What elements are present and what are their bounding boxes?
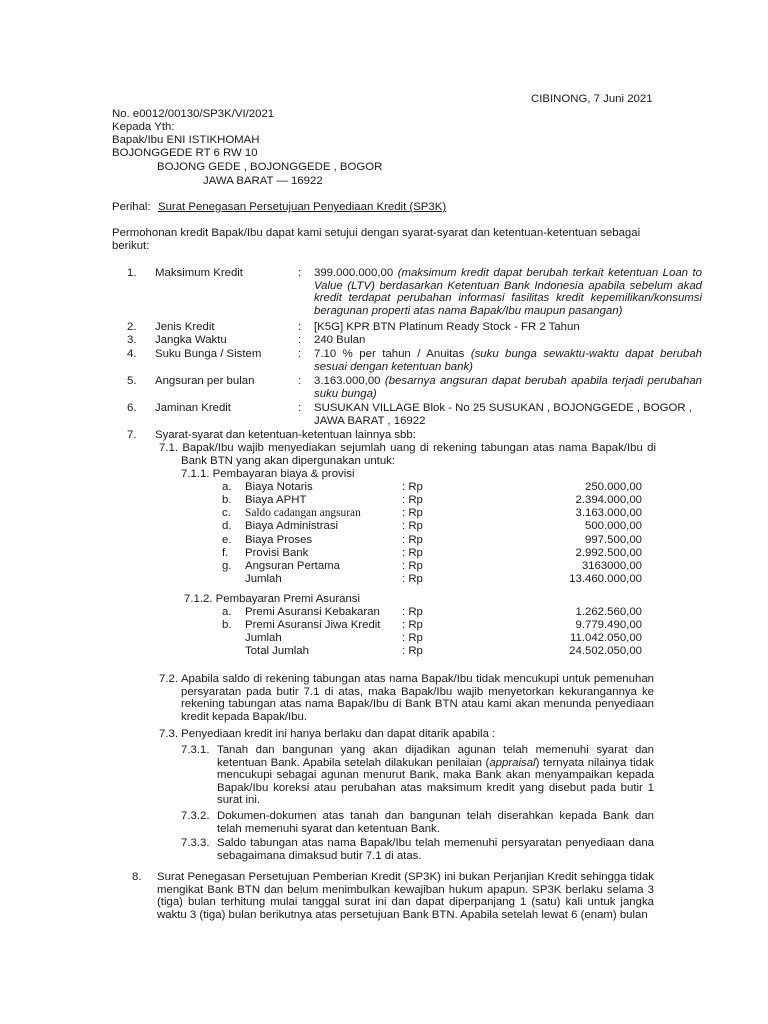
term-label: Jangka Waktu (155, 334, 227, 346)
subject-label: Perihal: (112, 201, 151, 213)
subsection-7-1-1-title: 7.1.1. Pembayaran biaya & provisi (181, 468, 355, 480)
paragraph-7-3: 7.3. Penyediaan kredit ini hanya berlaku dan dapat ditarik apabila : (159, 728, 496, 740)
term-value (314, 267, 702, 317)
term-number: 4. (127, 348, 137, 360)
subject-text: Surat Penegasan Persetujuan Penyediaan Kredit (SP3K) (158, 201, 447, 213)
term-value-note: (besarnya angsuran dapat berubah apabila terjadi perubahan suku bunga) (314, 375, 702, 400)
item-7-3-3-number: 7.3.3. (181, 837, 210, 849)
term-colon: : (298, 402, 302, 414)
term-value-main: 399.000.000,00 (314, 267, 394, 279)
addressee-label: Kepada Yth: (112, 121, 175, 133)
term-colon: : (298, 267, 302, 279)
term-number: 3. (127, 334, 137, 346)
address-line-2: BOJONG GEDE , BOJONGGEDE , BOGOR (157, 161, 383, 173)
term-colon: : (298, 321, 302, 333)
letter-number: No. e0012/00130/SP3K/VI/2021 (112, 108, 275, 120)
term-label: Maksimum Kredit (155, 267, 243, 279)
item-7-3-2-number: 7.3.2. (181, 810, 210, 822)
item-7-3-2-text: Dokumen-dokumen atas tanah dan bangunan telah diserahkan kepada Bank dan telah memenuhi syarat dan ketentuan Bank. (217, 810, 654, 835)
section-8-number: 8. (132, 871, 142, 883)
place-date: CIBINONG, 7 Juni 2021 (531, 93, 653, 105)
address-line-1: BOJONGGEDE RT 6 RW 10 (112, 147, 258, 159)
section-8-text: Surat Penegasan Persetujuan Pemberian Kredit (SP3K) ini bukan Perjanjian Kredit sehingga tidak mengikat Bank BTN dan belum menimbulkan kewajiban hukum apapun. SP3K berlaku selama 3 (tiga) bulan terhitung mulai tanggal surat ini dan dapat diperpanjang 1 (satu) kali untuk jangka waktu 3 (tiga) bulan berikutnya atas persetujuan Bank BTN. Apabila setelah lewat 6 (enam) bulan (157, 871, 654, 921)
paragraph-7-2: 7.2. Apabila saldo di rekening tabungan atas nama Bapak/Ibu tidak mencukupi untuk pemenuhan persyaratan pada butir 7.1 di atas, maka Bapak/Ibu wajib menyetorkan kekurangannya ke rekening tabungan atas nama Bapak/Ibu di Bank BTN atau kami akan menunda penyediaan kredit kepada Bapak/Ibu. (159, 673, 654, 723)
item-7-3-1-text: Tanah dan bangunan yang akan dijadikan agunan telah memenuhi syarat dan ketentuan Bank. Apabila setelah dilakukan penilaian (appraisal) ternyata nilainya tidak mencukupi sebagai agunan menurut Bank, maka Bank akan menyampaikan kepada Bapak/Ibu koreksi atau perubahan atas maksimum kredit yang disebut pada butir 1 surat ini. (217, 744, 654, 807)
term-colon: : (298, 334, 302, 346)
section-7-number: 7. (127, 429, 137, 441)
term-value-main: 7.10 % per tahun / Anuitas (314, 348, 465, 360)
term-value: [K5G] KPR BTN Platinum Ready Stock - FR 2 Tahun (314, 321, 580, 333)
subsection-7-1-2-title: 7.1.2. Pembayaran Premi Asuransi (184, 593, 361, 605)
term-label: Suku Bunga / Sistem (155, 348, 262, 360)
term-label: Angsuran per bulan (155, 375, 255, 387)
recipient-name: Bapak/Ibu ENI ISTIKHOMAH (112, 134, 260, 146)
term-label: Jenis Kredit (155, 321, 215, 333)
term-colon: : (298, 348, 302, 360)
term-value-note: (maksimum kredit dapat berubah terkait ketentuan Loan to Value (LTV) berdasarkan Ketentuan Bank Indonesia apabila sebelum akad kredit terdapat perubahan informasi fasilitas kredit kepemilikan/konsumsi beragunan properti atas nama Bapak/Ibu maupun pasangan) (314, 267, 702, 317)
term-value-note: (suku bunga sewaktu-waktu dapat berubah sesuai dengan ketentuan bank) (314, 348, 702, 373)
term-value-main: 3.163.000,00 (314, 375, 381, 387)
term-number: 2. (127, 321, 137, 333)
term-colon: : (298, 375, 302, 387)
term-value (314, 375, 702, 400)
term-number: 1. (127, 267, 137, 279)
paragraph-7-1: 7.1. Bapak/Ibu wajib menyediakan sejumlah uang di rekening tabungan atas nama Bapak/Ibu di Bank BTN yang akan dipergunakan untuk: (159, 442, 656, 467)
term-value (314, 348, 702, 373)
item-7-3-1-number: 7.3.1. (181, 744, 210, 756)
address-line-3: JAWA BARAT — 16922 (203, 175, 323, 187)
term-label: Jaminan Kredit (155, 402, 231, 414)
term-value: 240 Bulan (314, 334, 366, 346)
term-value: SUSUKAN VILLAGE Blok - No 25 SUSUKAN , BOJONGGEDE , BOGOR , JAWA BARAT , 16922 (314, 402, 692, 427)
term-number: 5. (127, 375, 137, 387)
term-number: 6. (127, 402, 137, 414)
section-7-title: Syarat-syarat dan ketentuan-ketentuan lainnya sbb: (155, 429, 416, 441)
intro-paragraph: Permohonan kredit Bapak/Ibu dapat kami setujui dengan syarat-syarat dan ketentuan-ketentuan sebagai berikut: (112, 227, 641, 252)
item-7-3-3-text: Saldo tabungan atas nama Bapak/Ibu telah memenuhi persyaratan penyediaan dana sebagaimana dimaksud butir 7.1 di atas. (217, 837, 654, 862)
